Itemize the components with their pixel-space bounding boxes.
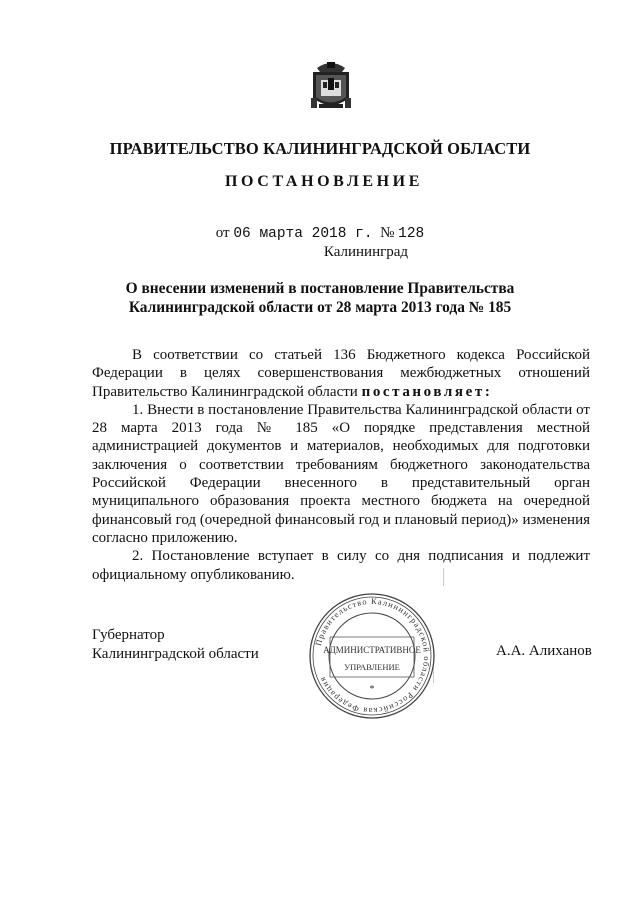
date-value: 06 марта 2018 г. xyxy=(233,226,373,242)
document-type-heading: ПОСТАНОВЛЕНИЕ xyxy=(225,173,423,190)
stamp-outer-text: Правительство Калининградской области Российская Федерация xyxy=(314,596,432,716)
date-prefix: от xyxy=(215,225,230,241)
city-line: Калининград xyxy=(323,244,409,260)
number-sign: № xyxy=(380,225,395,241)
scan-artifact xyxy=(433,667,434,683)
document-subject xyxy=(0,279,640,317)
clause-2-paragraph: 2. Постановление вступает в силу со дня подписания и подлежит официальному опубликованию. xyxy=(92,548,590,583)
scan-artifact xyxy=(443,568,444,586)
signatory-title-line-1: Губернатор xyxy=(92,627,165,643)
document-body xyxy=(92,346,590,584)
official-stamp-icon xyxy=(308,592,436,720)
stamp-inner-line-1: АДМИНИСТРАТИВНОЕ xyxy=(323,645,421,655)
preamble-text: В соответствии со статьей 136 Бюджетного кодекса Российской Федерации в целях совершенствования межбюджетных отношений Правительство Калининградской области xyxy=(92,347,590,400)
stamp-inner-line-2: УПРАВЛЕНИЕ xyxy=(344,662,400,672)
signatory-name: А.А. Алиханов xyxy=(496,643,592,659)
signatory-title xyxy=(92,626,259,664)
coat-of-arms-icon xyxy=(309,58,353,114)
subject-line-2: Калининградской области от 28 марта 2013 года № 185 xyxy=(128,299,512,316)
document-number: 128 xyxy=(398,226,425,242)
organization-heading: ПРАВИТЕЛЬСТВО КАЛИНИНГРАДСКОЙ ОБЛАСТИ xyxy=(109,139,531,158)
decree-word: постановляет: xyxy=(361,383,493,400)
signatory-title-line-2: Калининградской области xyxy=(92,646,259,662)
preamble-paragraph xyxy=(92,346,590,401)
date-number-line xyxy=(0,225,640,242)
stamp-star: * xyxy=(369,684,375,695)
subject-line-1: О внесении изменений в постановление Правительства xyxy=(125,280,515,297)
clause-1-paragraph: 1. Внести в постановление Правительства Калининградской области от 28 марта 2013 года № 185 «О порядке представления местной администрацией документов и материалов, необходимых для подготовки заключения о соответствии требованиям бюджетного законодательства Российской Федерации внесенного в представительный орган муниципального образования проекта местного бюджета на очередной финансовый год (очередной финансовый год и плановый период)» изменения согласно приложению. xyxy=(92,401,590,546)
